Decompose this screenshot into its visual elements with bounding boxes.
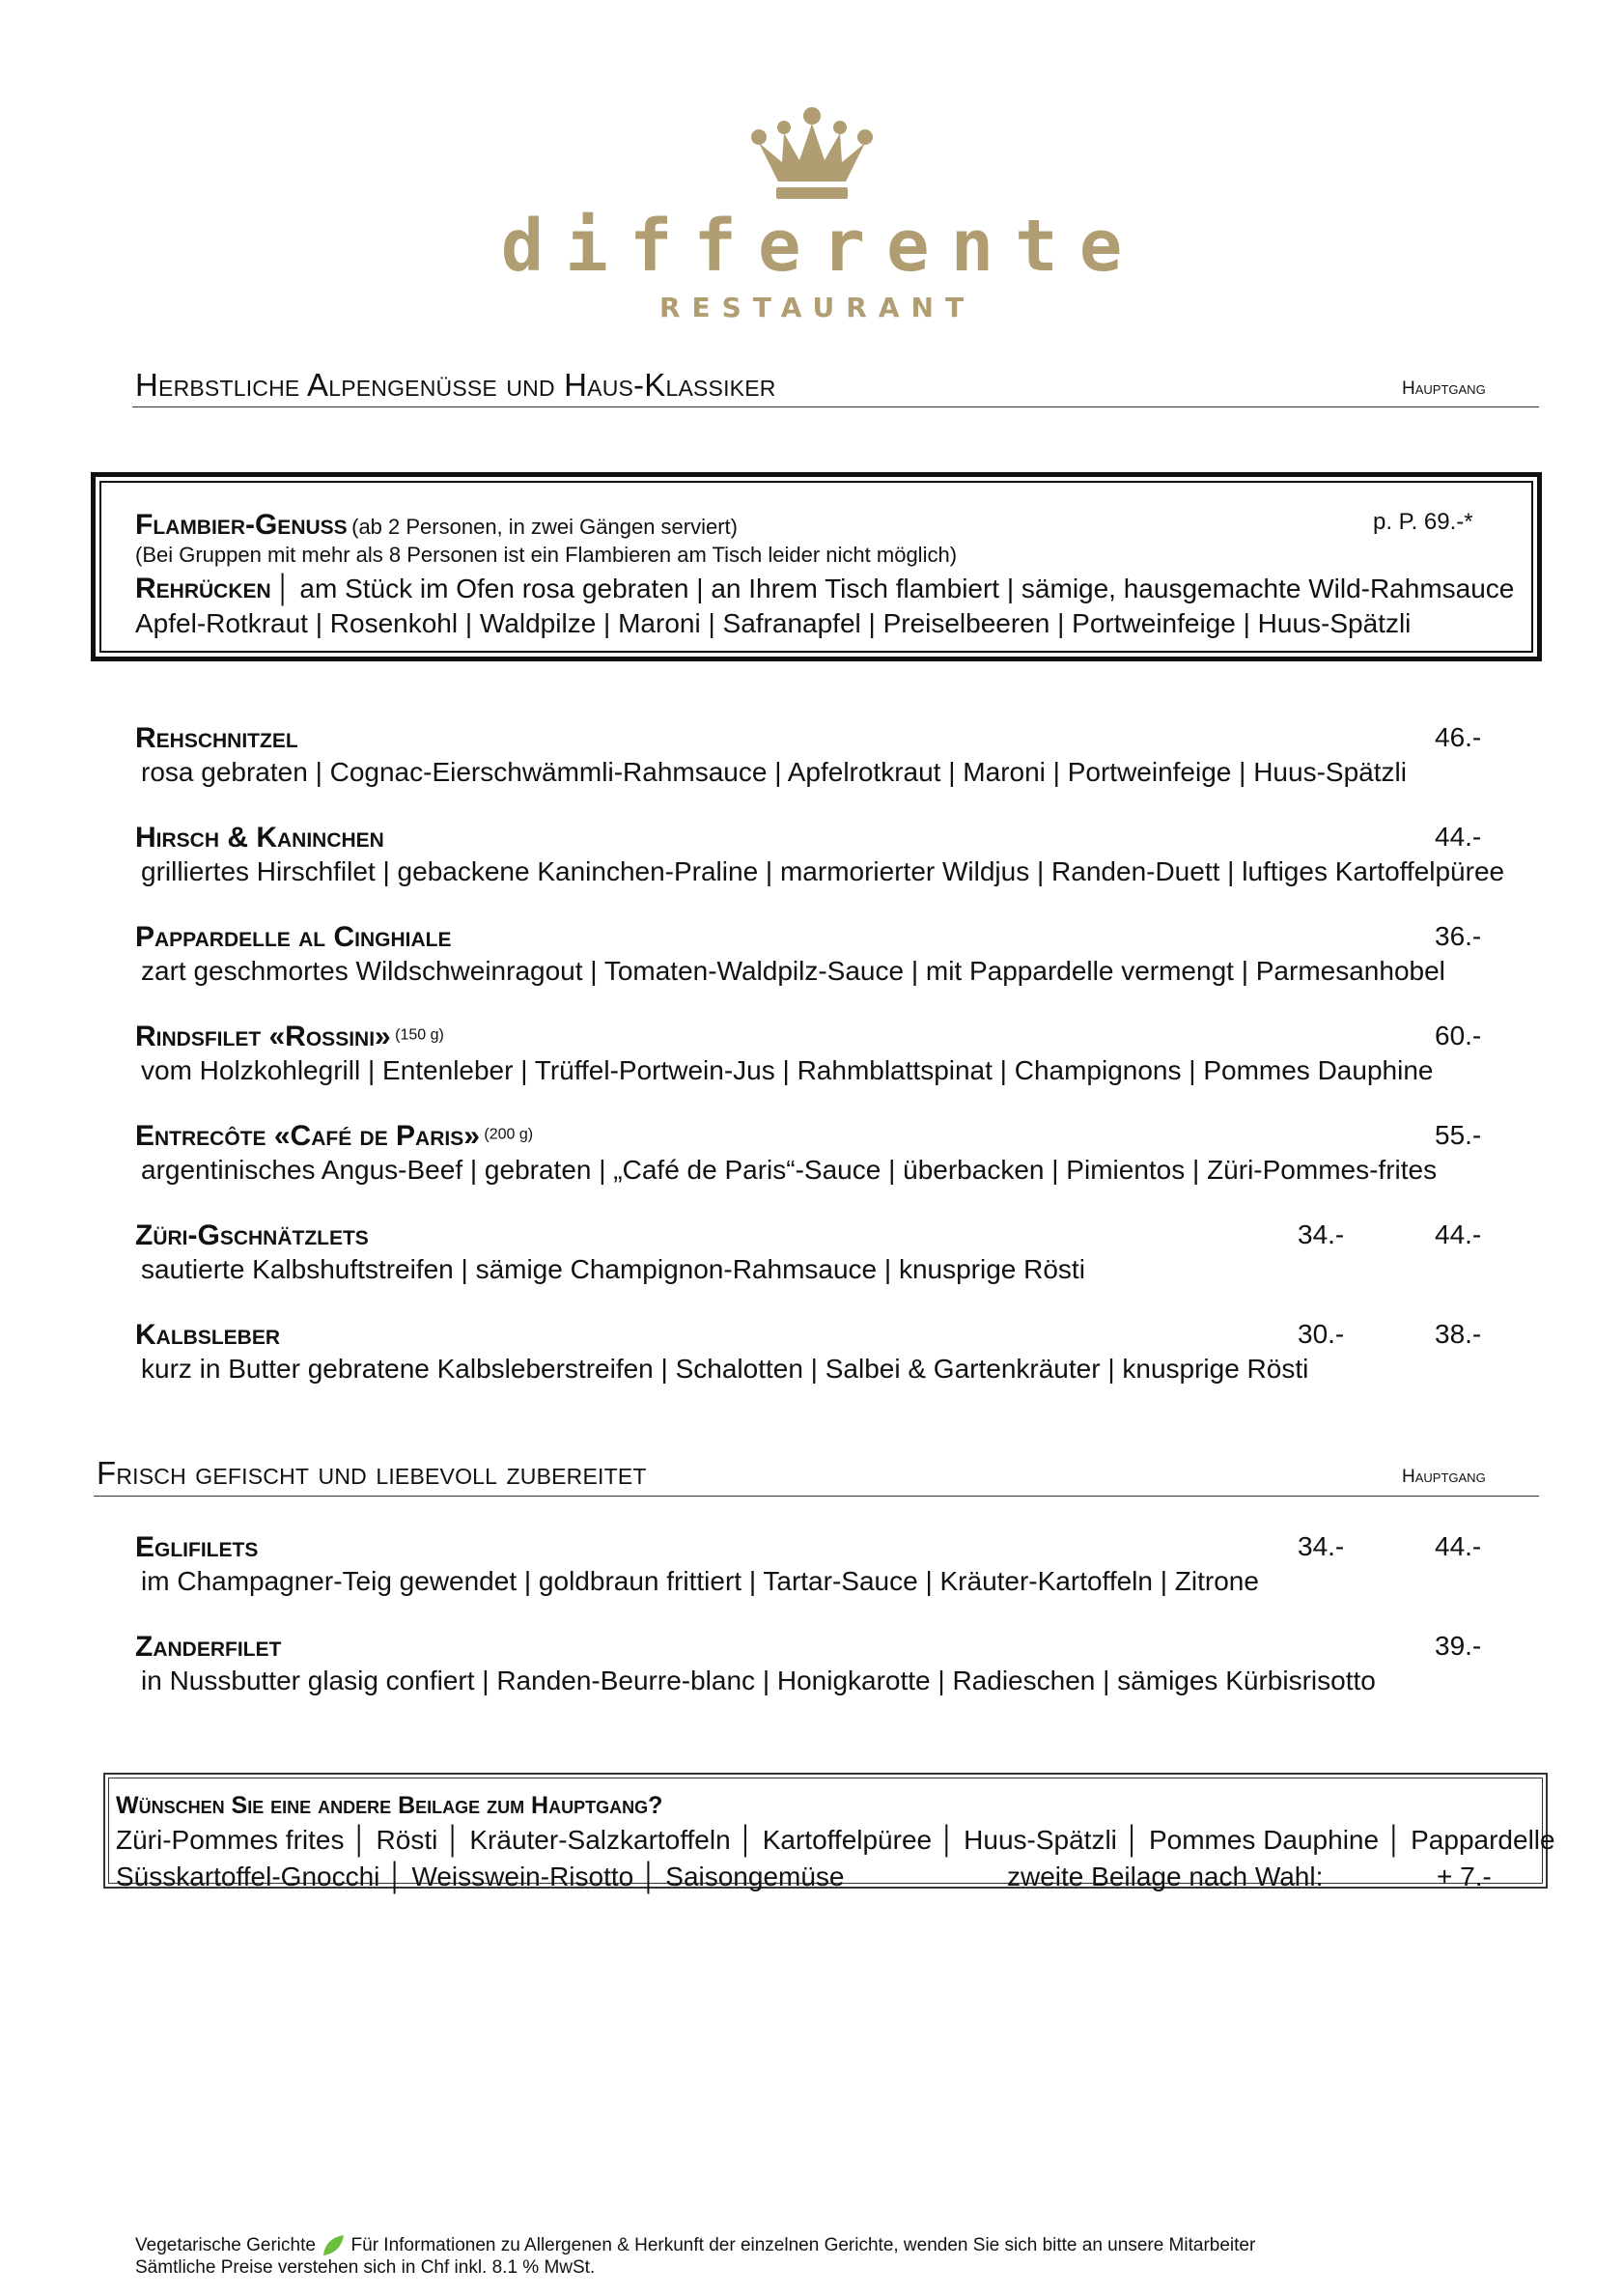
dish-desc: grilliertes Hirschfilet | gebackene Kaninchen-Praline | marmorierter Wildjus | Randen-Duett | luftiges Kartoffelpüree [141,856,1505,886]
dish-price: 44.- [1435,822,1482,852]
section-rule [132,406,1539,407]
footer-line-1 [135,2233,1255,2258]
crown-icon [749,106,875,203]
dish-zanderfilet [135,1631,281,1664]
dish-name: Kalbsleber [135,1319,281,1351]
dish-price: 46.- [1435,722,1482,752]
dish-price: 55.- [1435,1120,1482,1150]
dish-desc: rosa gebraten | Cognac-Eierschwämmli-Rahmsauce | Apfelrotkraut | Maroni | Portweinfeige | Huus-Spätzli [141,757,1407,787]
dish-price-small: 34.- [1298,1219,1345,1249]
flambier-price: p. P. 69.-* [1373,509,1473,535]
flambier-sides: Apfel-Rotkraut | Rosenkohl | Waldpilze | Maroni | Safranapfel | Preiselbeeren | Portweinfeige | Huus-Spätzli [135,608,1412,638]
dish-name: Zanderfilet [135,1631,282,1663]
brand-subtitle: RESTAURANT [658,292,976,323]
dish-price-small: 30.- [1298,1319,1345,1349]
brand-name: differente [500,205,1144,288]
flambier-item: Rehrücken │ am Stück im Ofen rosa gebraten | an Ihrem Tisch flambiert | sämige, hausgemachte Wild-Rahmsauce [135,573,1515,604]
dish-price: 36.- [1435,921,1482,951]
dish-eglifilets [135,1531,258,1564]
second-side-label: zweite Beilage nach Wahl: [1007,1862,1324,1891]
section-title-fish: Frisch gefischt und liebevoll zubereitet [97,1455,647,1491]
dish-desc: in Nussbutter glasig confiert | Randen-Beurre-blanc | Honigkarotte | Radieschen | sämiges Kürbisrisotto [141,1666,1376,1695]
dish-kalbsleber [135,1319,280,1352]
dish-price: 39.- [1435,1631,1482,1661]
dish-pappardelle [135,921,451,954]
dish-desc: vom Holzkohlegrill | Entenleber | Trüffel-Portwein-Jus | Rahmblattspinat | Champignons | Pommes Dauphine [141,1055,1434,1085]
dish-weight: (150 g) [395,1026,444,1044]
price-note: Sämtliche Preise verstehen sich in Chf inkl. 8.1 % MwSt. [135,2257,596,2278]
dish-name: Rindsfilet «Rossini» [135,1021,391,1052]
dish-price: 60.- [1435,1021,1482,1050]
section-title-alpine: Herbstliche Alpengenüsse und Haus-Klassiker [135,367,776,403]
section-tag-fish: Hauptgang [1402,1467,1486,1487]
dish-name: Züri-Gschnätzlets [135,1219,369,1251]
dish-rindsfilet [135,1021,444,1053]
dish-desc: kurz in Butter gebratene Kalbsleberstreifen | Schalotten | Salbei & Gartenkräuter | knusprige Rösti [141,1354,1309,1384]
section-tag-alpine: Hauptgang [1402,378,1486,399]
dish-hirsch [135,822,384,854]
dish-entrecote [135,1120,533,1153]
flambier-item-name: Rehrücken [135,573,271,604]
flambier-group-note: (Bei Gruppen mit mehr als 8 Personen ist ein Flambieren am Tisch leider nicht möglich) [135,543,958,567]
veg-label: Vegetarische Gerichte [135,2235,316,2256]
flambier-item-desc: am Stück im Ofen rosa gebraten | an Ihrem Tisch flambiert | sämige, hausgemachte Wild-Rahmsauce [299,574,1515,603]
dish-price: 38.- [1435,1319,1482,1349]
side-dish-title: Wünschen Sie eine andere Beilage zum Hauptgang? [116,1792,663,1819]
dish-name: Eglifilets [135,1531,259,1563]
dish-price: 44.- [1435,1219,1482,1249]
dish-rehschnitzel [135,722,298,755]
allergen-note: Für Informationen zu Allergenen & Herkunft der einzelnen Gerichte, wenden Sie sich bitte an unsere Mitarbeiter [350,2235,1256,2256]
flambier-note: (ab 2 Personen, in zwei Gängen serviert) [351,515,738,539]
side-dish-list-2: Süsskartoffel-Gnocchi │ Weisswein-Risotto │ Saisongemüse [116,1862,845,1891]
second-side-price: + 7.- [1437,1862,1492,1891]
dish-desc: im Champagner-Teig gewendet | goldbraun frittiert | Tartar-Sauce | Kräuter-Kartoffeln | Zitrone [141,1566,1259,1596]
dish-name: Hirsch & Kaninchen [135,822,384,854]
dish-weight: (200 g) [484,1126,534,1143]
dish-price-small: 34.- [1298,1531,1345,1561]
dish-desc: argentinisches Angus-Beef | gebraten | „Café de Paris“-Sauce | überbacken | Pimientos | Züri-Pommes-frites [141,1155,1438,1185]
dish-name: Rehschnitzel [135,722,298,754]
dish-name: Pappardelle al Cinghiale [135,921,452,953]
section-rule [94,1496,1539,1497]
flambier-heading [135,509,738,542]
dish-zueri-gschnaetzlets [135,1219,369,1252]
leaf-icon [321,2233,346,2258]
dish-price: 44.- [1435,1531,1482,1561]
dish-name: Entrecôte «Café de Paris» [135,1120,480,1152]
side-dish-list-1: Züri-Pommes frites │ Rösti │ Kräuter-Salzkartoffeln │ Kartoffelpüree │ Huus-Spätzli │ Pommes Dauphine │ Pappardelle [116,1825,1555,1855]
flambier-name: Flambier-Genuss [135,509,348,541]
dish-desc: zart geschmortes Wildschweinragout | Tomaten-Waldpilz-Sauce | mit Pappardelle vermengt | Parmesanhobel [141,956,1445,986]
logo [0,106,1623,323]
dish-desc: sautierte Kalbshuftstreifen | sämige Champignon-Rahmsauce | knusprige Rösti [141,1254,1085,1284]
